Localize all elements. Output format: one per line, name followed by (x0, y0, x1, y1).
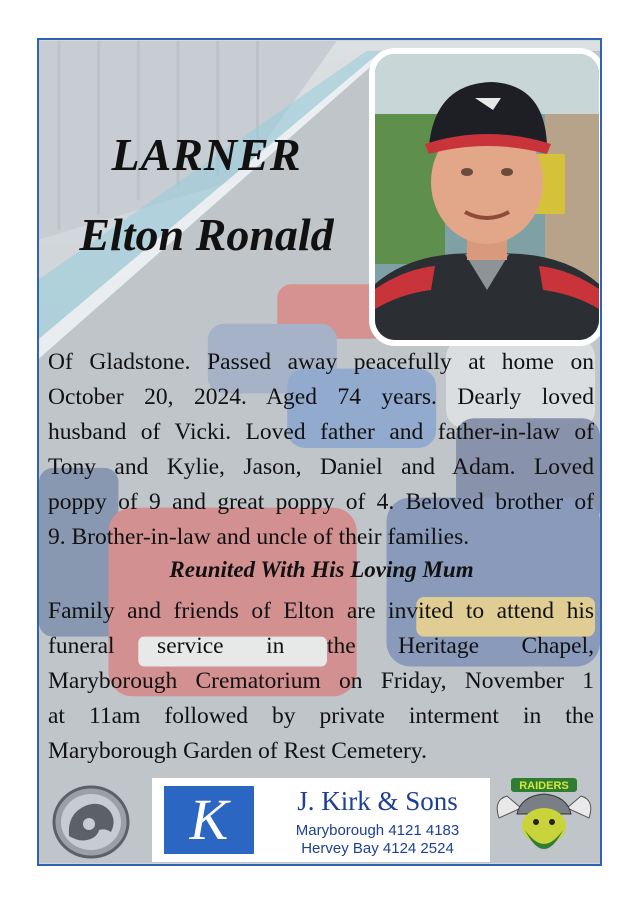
portrait-illustration (375, 54, 599, 340)
given-names-heading: Elton Ronald (79, 209, 334, 260)
surname-heading: LARNER (111, 129, 302, 180)
tribute-subheading: Reunited With His Loving Mum (169, 557, 474, 582)
funeral-line: at 11am followed by private interment in the (48, 703, 594, 729)
funeral-line: Maryborough Crematorium on Friday, November 1 (48, 668, 594, 694)
funeral-director-banner (152, 778, 490, 862)
holden-lion-icon (51, 784, 131, 860)
funeral-line: Maryborough Garden of Rest Cemetery. (48, 738, 427, 764)
obituary-line: poppy of 9 and great poppy of 4. Beloved brother of (48, 489, 594, 515)
obituary-line: October 20, 2024. Aged 74 years. Dearly loved (48, 384, 594, 410)
maryborough-phone: Maryborough 4121 4183 (295, 822, 460, 839)
obituary-line: 9. Brother-in-law and uncle of their families. (48, 524, 470, 550)
kirk-logo-letter: K (189, 787, 229, 852)
raiders-viking-icon (491, 778, 597, 864)
funeral-line: funeral service in the Heritage Chapel, (48, 633, 594, 659)
funeral-line: Family and friends of Elton are invited to attend his (48, 598, 594, 624)
obituary-line: husband of Vicki. Loved father and father-in-law of (48, 419, 594, 445)
notice-frame (37, 38, 602, 866)
obituary-line: Of Gladstone. Passed away peacefully at home on (48, 349, 594, 375)
obituary-paragraph (48, 345, 594, 555)
hervey-bay-phone: Hervey Bay 4124 2524 (301, 840, 454, 857)
funeral-director-name: J. Kirk & Sons (297, 786, 458, 816)
portrait-photo (369, 48, 602, 346)
raiders-wordmark: RAIDERS (519, 780, 569, 792)
kirk-logo (164, 786, 254, 854)
funeral-details-paragraph (48, 594, 594, 769)
obituary-line: Tony and Kylie, Jason, Daniel and Adam. Loved (48, 454, 594, 480)
